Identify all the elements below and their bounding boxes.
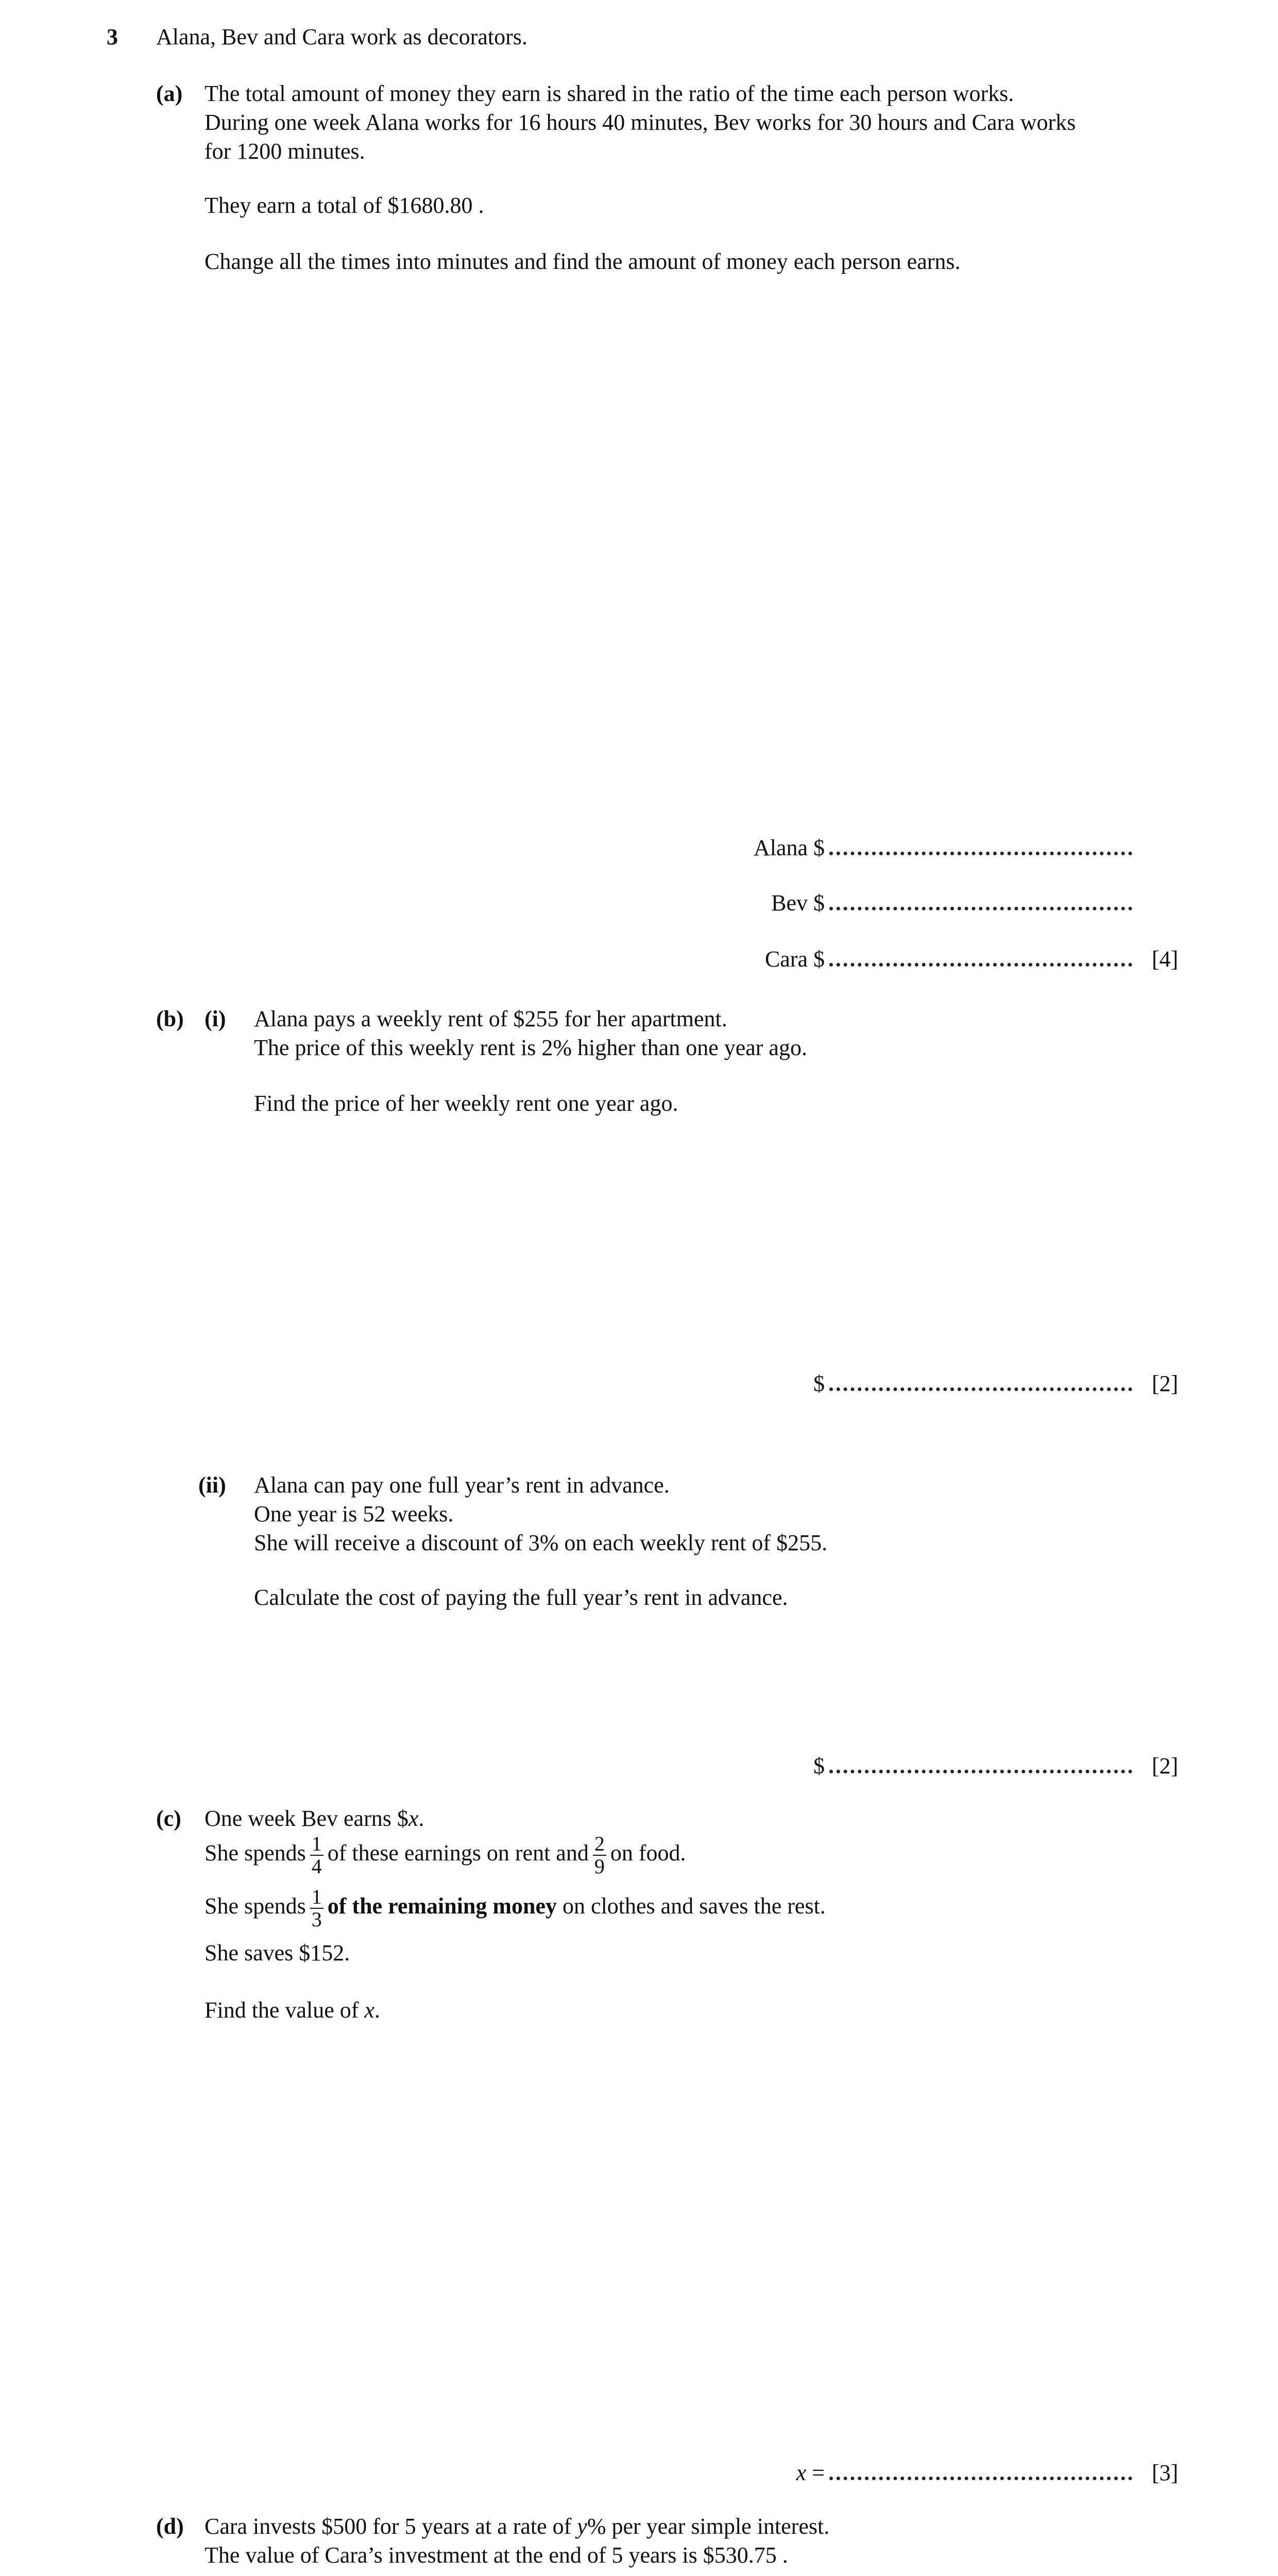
answer-label-c: x = [796, 2460, 825, 2485]
marks-a: [4] [1152, 946, 1179, 972]
part-d-line2: The value of Cara’s investment at the end of 5 years is $530.75 . [205, 2543, 788, 2568]
part-c-line2: She spends $\frac{1}{4}$ of these earnings on rent and $\frac{2}{9}$ on food. [205, 1832, 686, 1878]
part-a-label: (a) [156, 81, 183, 106]
part-b-ii-line3: She will receive a discount of 3% on each weekly rent of $255. [254, 1530, 828, 1555]
question-number: 3 [107, 24, 118, 49]
part-c-line4: She saves $152. [205, 1940, 350, 1965]
part-a-line5: Change all the times into minutes and find the amount of money each person earns. [205, 249, 961, 274]
fraction-one-quarter: $\frac{1}{4}$ [310, 1833, 323, 1877]
part-d-label: (d) [156, 2514, 184, 2539]
answer-label-b-ii: $ [813, 1753, 825, 1778]
answer-line-b-i[interactable] [829, 1387, 1132, 1391]
answer-label-cara: Cara $ [764, 946, 825, 972]
part-a-line1: The total amount of money they earn is shared in the ratio of the time each person works. [205, 81, 1014, 106]
marks-b-ii: [2] [1152, 1753, 1179, 1778]
part-b-ii-line4: Calculate the cost of paying the full year’s rent in advance. [254, 1585, 788, 1610]
part-b-i-line2: The price of this weekly rent is 2% higher than one year ago. [254, 1035, 807, 1060]
part-b-ii-label: (ii) [198, 1472, 226, 1498]
part-c-line1: One week Bev earns $x. [205, 1806, 424, 1831]
part-a-line2: During one week Alana works for 16 hours 40 minutes, Bev works for 30 hours and Cara works [205, 110, 1076, 135]
part-d-line1: Cara invests $500 for 5 years at a rate of y% per year simple interest. [205, 2514, 830, 2539]
part-b-i-line1: Alana pays a weekly rent of $255 for her apartment. [254, 1006, 727, 1031]
part-c-label: (c) [156, 1806, 181, 1831]
answer-label-bev: Bev $ [771, 890, 825, 916]
answer-line-b-ii[interactable] [829, 1770, 1132, 1773]
marks-b-i: [2] [1152, 1371, 1179, 1396]
part-c-line5: Find the value of x. [205, 1997, 380, 2023]
answer-line-c[interactable] [829, 2477, 1132, 2480]
answer-line-bev[interactable] [829, 907, 1132, 910]
part-b-ii-line2: One year is 52 weeks. [254, 1501, 454, 1527]
answer-label-b-i: $ [813, 1371, 825, 1396]
marks-c: [3] [1152, 2460, 1179, 2485]
answer-line-alana[interactable] [829, 852, 1132, 855]
fraction-two-ninths: $\frac{2}{9}$ [593, 1833, 606, 1877]
part-b-i-label: (i) [205, 1006, 226, 1031]
part-a-line4: They earn a total of $1680.80 . [205, 193, 484, 218]
fraction-one-third: $\frac{1}{3}$ [310, 1886, 323, 1930]
part-b-label: (b) [156, 1006, 184, 1031]
part-c-line3: She spends $\frac{1}{3}$ of the remaining money on clothes and saves the rest. [205, 1885, 826, 1931]
part-a-line3: for 1200 minutes. [205, 139, 365, 164]
answer-label-alana: Alana $ [753, 835, 825, 860]
part-b-i-line3: Find the price of her weekly rent one year ago. [254, 1091, 678, 1116]
part-b-ii-line1: Alana can pay one full year’s rent in advance. [254, 1472, 670, 1498]
answer-line-cara[interactable] [829, 963, 1132, 967]
question-intro: Alana, Bev and Cara work as decorators. [156, 24, 527, 49]
